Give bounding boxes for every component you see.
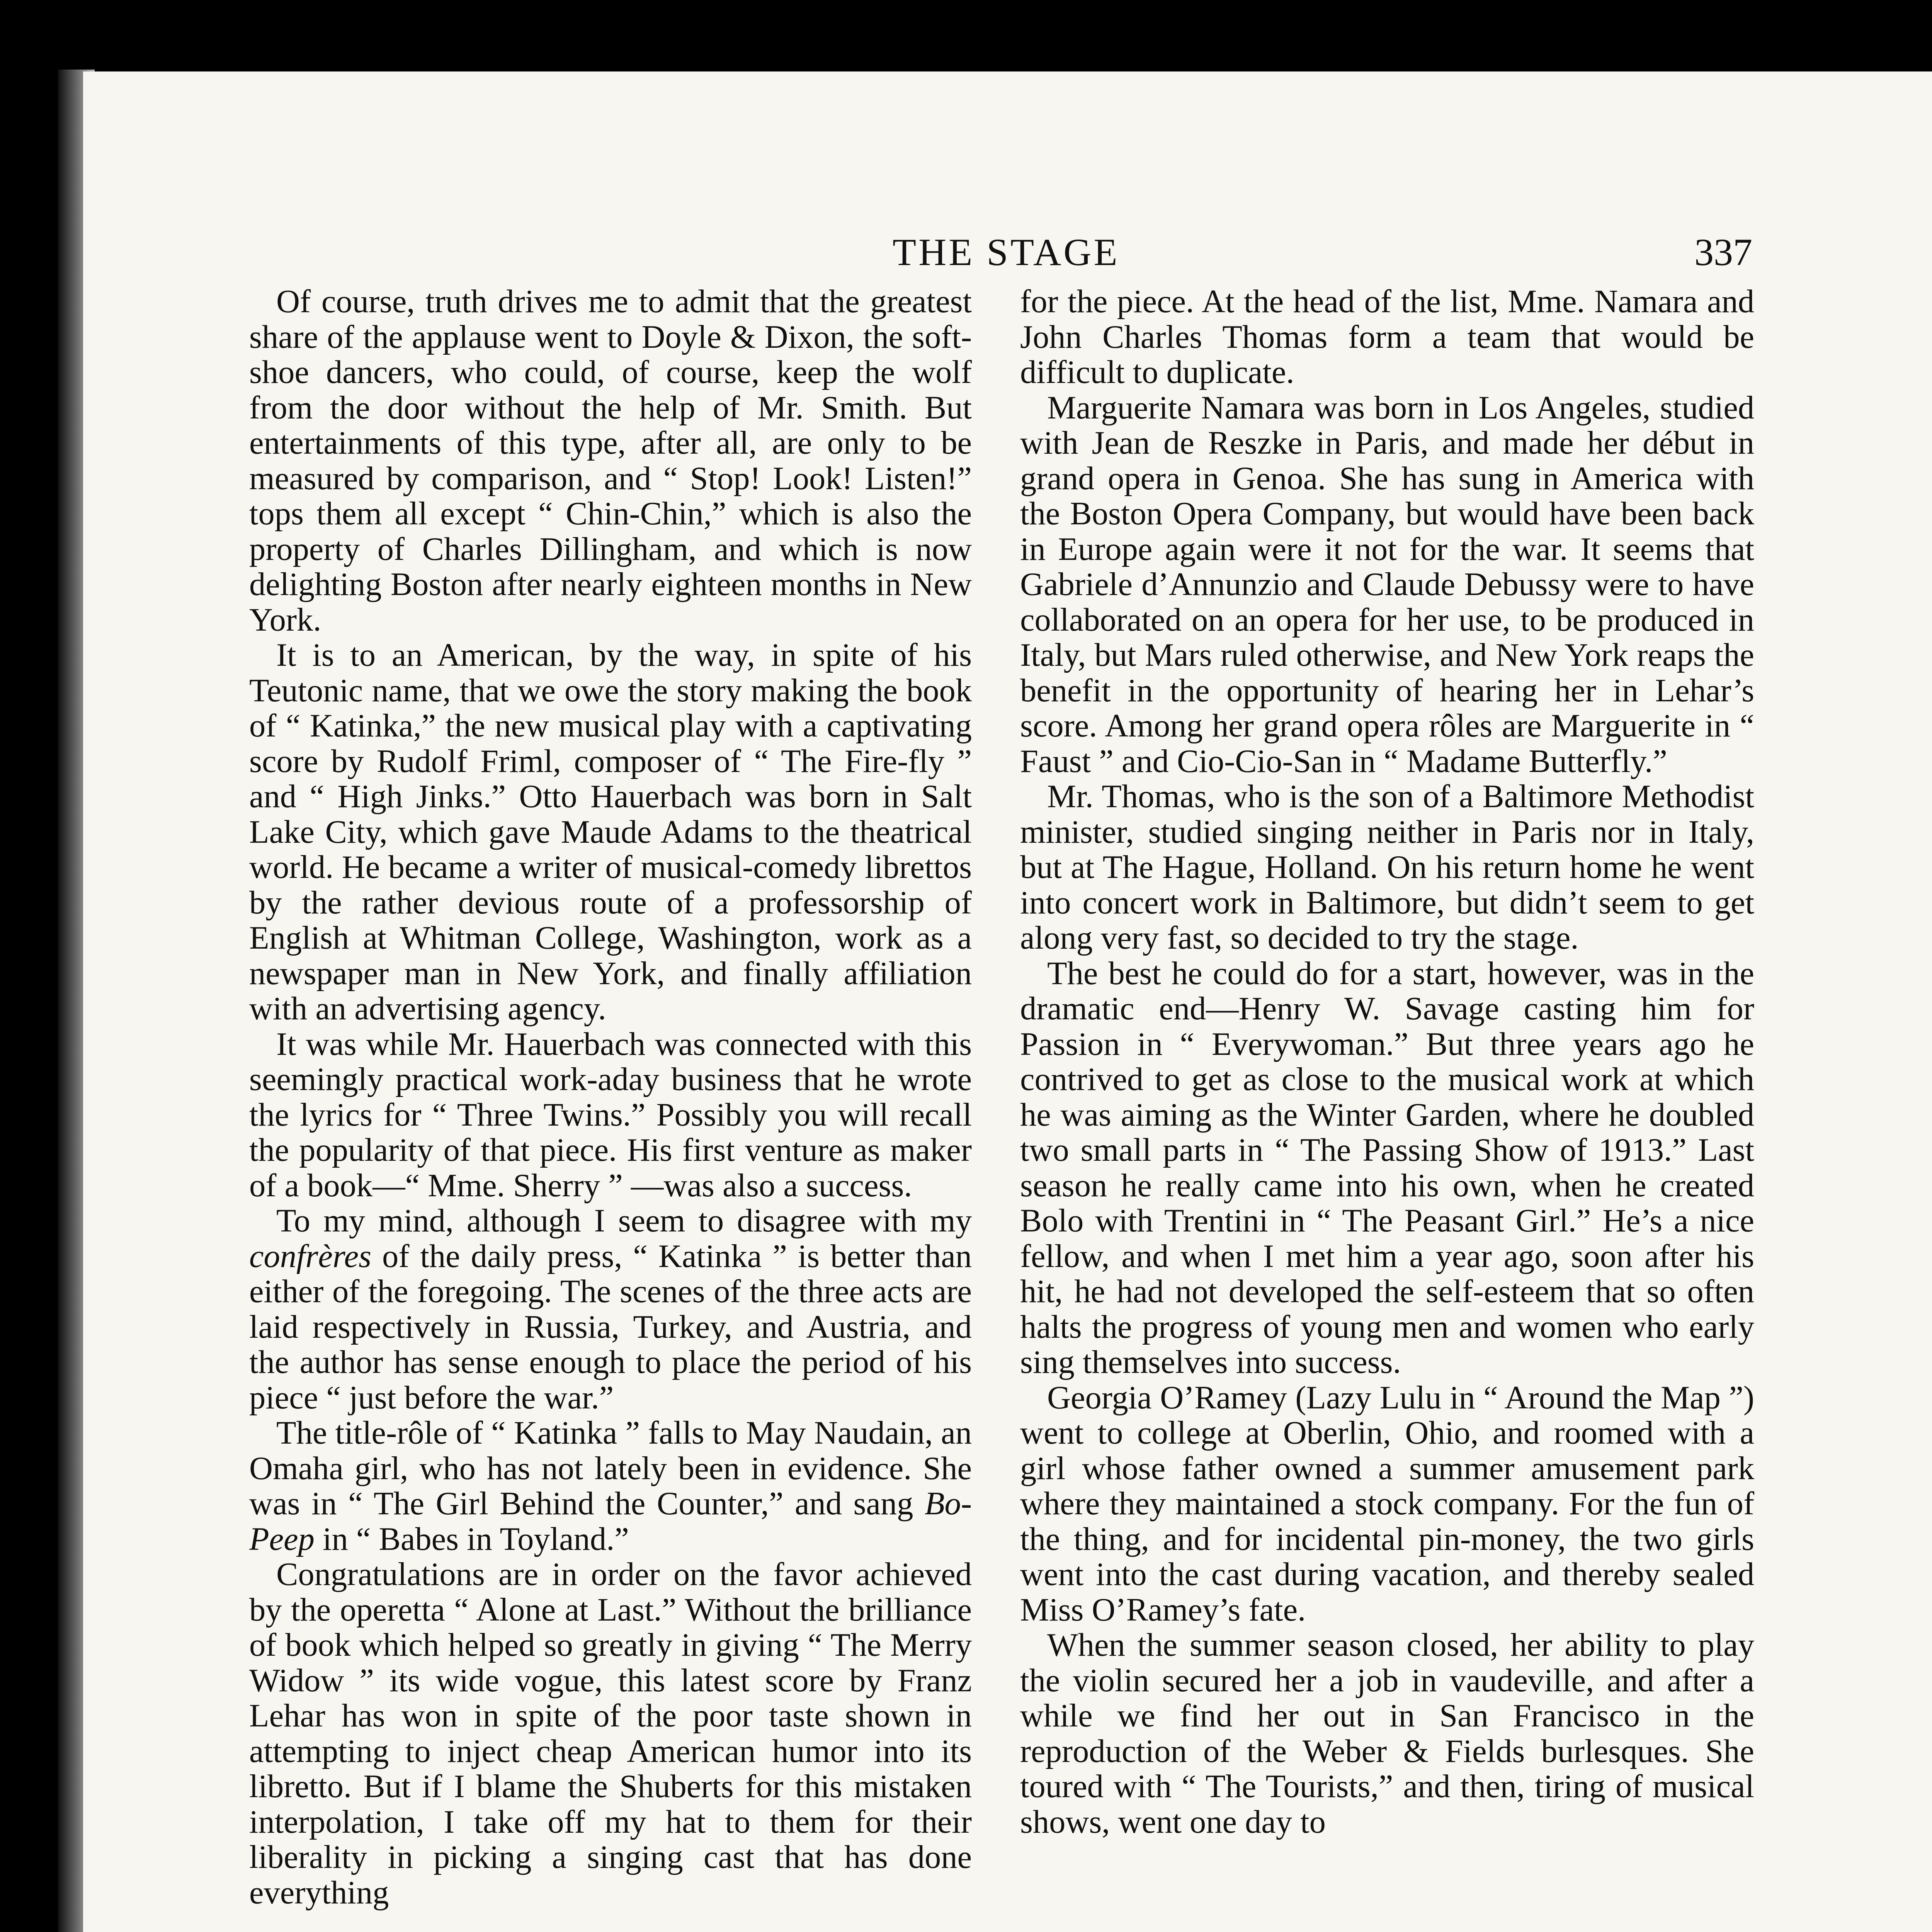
paragraph: When the summer season closed, her ability to play the violin secured her a job in vaudeville, and after a while we find her out in San Francisco in the reproduction of the Weber & Fields burlesques. She toured with “ The Tourists,” and then, tiring of musical shows, went one day to (1020, 1627, 1754, 1840)
text-run: The title-rôle of “ Katinka ” falls to May Naudain, an Omaha girl, who has not lately been in evidence. She was in “ The Girl Behind the Counter,” and sang (249, 1415, 972, 1522)
paragraph (249, 1415, 972, 1557)
page-number: 337 (1694, 231, 1752, 274)
italic-text: confrères (249, 1238, 372, 1274)
paragraph (249, 1203, 972, 1415)
paragraph: for the piece. At the head of the list, Mme. Namara and John Charles Thomas form a team that would be difficult to duplicate. (1020, 284, 1754, 390)
paragraph: Georgia O’Ramey (Lazy Lulu in “ Around the Map ”) went to college at Oberlin, Ohio, and roomed with a girl whose father owned a summer amusement park where they maintained a stock company. For the fun of the thing, and for incidental pin-money, the two girls went into the cast during vacation, and thereby sealed Miss O’Ramey’s fate. (1020, 1379, 1754, 1628)
running-title: THE STAGE (893, 231, 1120, 274)
paragraph: Marguerite Namara was born in Los Angeles, studied with Jean de Reszke in Paris, and made her début in grand opera in Genoa. She has sung in America with the Boston Opera Company, but would have been back in Europe again were it not for the war. It seems that Gabriele d’Annunzio and Claude Debussy were to have collaborated on an opera for her use, to be produced in Italy, but Mars ruled otherwise, and New York reaps the benefit in the opportunity of hearing her in Lehar’s score. Among her grand opera rôles are Marguerite in “ Faust ” and Cio-Cio-San in “ Madame Butterfly.” (1020, 389, 1754, 779)
italic-text: Bo-Peep (249, 1486, 972, 1557)
text-run: of the daily press, “ Katinka ” is better than either of the foregoing. The scenes of the three acts are laid respectively in Russia, Turkey, and Austria, and the author has sense enough to place the period of his piece “ just before the war.” (249, 1238, 972, 1416)
running-header (228, 230, 1752, 276)
paragraph: It was while Mr. Hauerbach was connected with this seemingly practical work-aday business that he wrote the lyrics for “ Three Twins.” Possibly you will recall the popularity of that piece. His first venture as maker of a book—“ Mme. Sherry ” —was also a success. (249, 1026, 972, 1204)
text-run: in “ Babes in Toyland.” (314, 1521, 629, 1557)
paragraph: It is to an American, by the way, in spite of his Teutonic name, that we owe the story making the book of “ Katinka,” the new musical play with a captivating score by Rudolf Friml, composer of “ The Fire-fly ” and “ High Jinks.” Otto Hauerbach was born in Salt Lake City, which gave Maude Adams to the theatrical world. He became a writer of musical-comedy librettos by the rather devious route of a professorship of English at Whitman College, Washington, work as a newspaper man in New York, and finally affiliation with an advertising agency. (249, 637, 972, 1027)
paragraph: The best he could do for a start, however, was in the dramatic end—Henry W. Savage casting him for Passion in “ Everywoman.” But three years ago he contrived to get as close to the musical work at which he was aiming as the Winter Garden, where he doubled two small parts in “ The Passing Show of 1913.” Last season he really came into his own, when he created Bolo with Trentini in “ The Peasant Girl.” He’s a nice fellow, and when I met him a year ago, soon after his hit, he had not developed the self-esteem that so often halts the progress of young men and women who early sing themselves into success. (1020, 955, 1754, 1380)
paragraph: Of course, truth drives me to admit that the greatest share of the applause went to Doyle & Dixon, the soft-shoe dancers, who could, of course, keep the wolf from the door without the help of Mr. Smith. But entertainments of this type, after all, are only to be measured by comparison, and “ Stop! Look! Listen!” tops them all except “ Chin-Chin,” which is also the property of Charles Dillingham, and which is now delighting Boston after nearly eighteen months in New York. (249, 284, 972, 638)
paragraph: Mr. Thomas, who is the son of a Baltimore Methodist minister, studied singing neither in Paris nor in Italy, but at The Hague, Holland. On his return home he went into concert work in Baltimore, but didn’t seem to get along very fast, so decided to try the stage. (1020, 779, 1754, 956)
right-column (1020, 284, 1754, 1932)
left-column (249, 284, 972, 1932)
paragraph: Congratulations are in order on the favor achieved by the operetta “ Alone at Last.” Without the brilliance of book which helped so greatly in giving “ The Merry Widow ” its wide vogue, this latest score by Franz Lehar has won in spite of the poor taste shown in attempting to inject cheap American humor into its libretto. But if I blame the Shuberts for this mistaken interpolation, I take off my hat to them for their liberality in picking a singing cast that has done everything (249, 1556, 972, 1911)
text-run: To my mind, although I seem to disagree with my (276, 1203, 972, 1239)
